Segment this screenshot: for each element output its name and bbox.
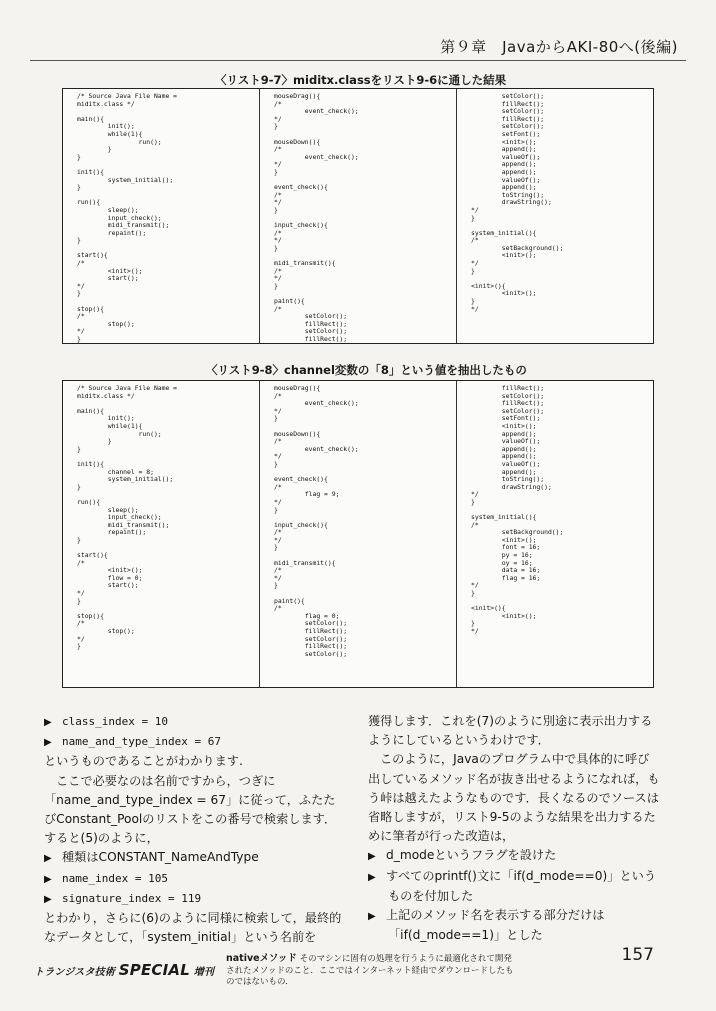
listing-9-7-caption: 〈リスト9-7〉miditx.classをリスト9-6に通した結果 xyxy=(215,73,507,87)
footnote-text: そのマシンに固有の処理を行うように最適化されて開発されたメソッドのこと．ここではインターネット経由でダウンロードしたものではないもの． xyxy=(226,954,514,987)
paragraph: とわかり，さらに(6)のように同様に検索して，最終的なデータとして，「system_initial」という名前を xyxy=(44,911,342,945)
listing-9-7-col-1: /* Source Java File Name = miditx.class */ main(){ init(); while(1){ run(); } } init(){ system_initial(); } run(){ sleep(); input_check(); midi_transmit(); repaint(); } start(){ /* <init>(); start(); */ } stop(){ /* stop(); */ } xyxy=(63,89,260,343)
list-item: ▶ すべてのprintf()文に「if(d_mode==0)」というものを付加した xyxy=(368,868,657,903)
list-item: ▶ signature_index = 119 xyxy=(44,891,202,905)
logo-special: SPECIAL xyxy=(118,961,190,979)
magazine-logo xyxy=(34,961,214,979)
paragraph: ここで必要なのは名前ですから，つぎに「name_and_type_index = 67」に従って，ふたたびConstant_Poolのリストをこの番号で検索します．すると(5)のように， xyxy=(44,773,337,846)
listing-9-7 xyxy=(62,88,654,344)
listing-9-8-col-3: fillRect(); setColor(); fillRect(); setColor(); setFont(); <init>(); append(); valueOf(); append(); append(); valueOf(); append(); toString(); drawString(); */ } system_initial(){ /* setBackground(); <init>(); font = 16; py = 16; oy = 16; data = 16; flag = 16; */ } <init>(){ <init>(); } */ xyxy=(471,384,564,635)
logo-small-text: トランジスタ技術 xyxy=(34,967,116,978)
listing-9-8-caption: 〈リスト9-8〉channel変数の「8」という値を抽出したもの xyxy=(206,363,527,377)
list-item: ▶ class_index = 10 xyxy=(44,715,168,728)
list-item: ▶ 種類はCONSTANT_NameAndType xyxy=(44,850,259,865)
listing-9-8-col-2: mouseDrag(){ /* event_check(); */ } mouseDown(){ /* event_check(); */ } event_check(){ /* flag = 9; */ } input_check(){ /* */ } midi_transmit(){ /* */ } paint(){ /* flag = 0; setColor(); fillRect(); setColor(); fillRect(); setColor(); xyxy=(260,381,457,687)
list-item: ▶ d_modeというフラグを設けた xyxy=(368,848,557,863)
right-text-column xyxy=(368,712,660,945)
list-item: ▶ name_and_type_index = 67 xyxy=(44,735,221,749)
list-item: ▶ 上記のメソッド名を表示する部分だけは「if(d_mode==1)」とした xyxy=(368,908,605,943)
paragraph: というものであることがわかります. xyxy=(44,754,243,769)
footnote xyxy=(226,953,516,989)
list-item: ▶ name_index = 105 xyxy=(44,871,168,885)
paragraph: 獲得します．これを(7)のように別途に表示出力するようにしているというわけです． xyxy=(368,714,653,748)
paragraph: このように，Javaのプログラム中で具体的に呼び出しているメソッド名が抜き出せるようになれば，もう峠は越えたようなものです．長くなるのでソースは省略しますが，リスト9-5のような結果を出力するために筆者が行った改造は， xyxy=(368,752,660,844)
logo-suffix: 増刊 xyxy=(193,967,215,978)
left-text-column xyxy=(44,712,344,947)
chapter-header: 第９章 JavaからAKI-80へ(後編) xyxy=(440,38,678,56)
page-number: 157 xyxy=(621,945,654,965)
listing-9-8-col-1: /* Source Java File Name = miditx.class */ main(){ init(); while(1){ run(); } } init(){ channel = 8; system_initial(); } run(){ sleep(); input_check(); midi_transmit(); repaint(); } start(){ /* <init>(); flow = 0; start(); */ } stop(){ /* stop(); */ } xyxy=(63,381,260,687)
listing-9-7-col-2: mouseDrag(){ /* event_check(); */ } mouseDown(){ /* event_check(); */ } event_check(){ /* */ } input_check(){ /* */ } midi_transmit(){ /* */ } paint(){ /* setColor(); fillRect(); setColor(); fillRect(); xyxy=(260,89,457,343)
listing-9-7-col-3: setColor(); fillRect(); setColor(); fillRect(); setColor(); setFont(); <init>(); append(); valueOf(); append(); append(); valueOf(); append(); toString(); drawString(); */ } system_initial(){ /* setBackground(); <init>(); */ } <init>(){ <init>(); } */ xyxy=(471,92,564,313)
header-rule xyxy=(30,60,686,61)
footnote-term: nativeメソッド xyxy=(226,953,297,964)
listing-9-8 xyxy=(62,380,654,688)
